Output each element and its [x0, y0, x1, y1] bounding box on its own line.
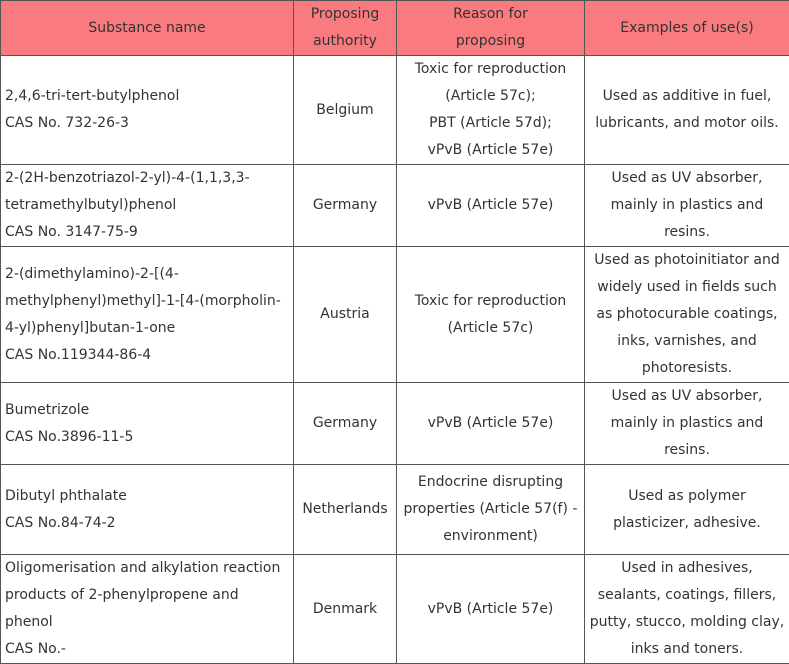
cell-line: Dibutyl phthalate	[5, 483, 291, 510]
cell-line: 2-(dimethylamino)-2-[(4-	[5, 261, 291, 288]
cell-line: Used as UV absorber,	[587, 165, 787, 192]
substance-name-cell	[1, 383, 294, 465]
cell-line: sealants, coatings, fillers,	[587, 582, 787, 609]
cell-line: Bumetrizole	[5, 397, 291, 424]
table-row	[1, 465, 789, 555]
substance-name-cell	[1, 555, 294, 664]
table-header	[1, 1, 789, 56]
cell-line: as photocurable coatings,	[587, 301, 787, 328]
header-row	[1, 1, 789, 56]
cell-line: CAS No.3896-11-5	[5, 424, 291, 451]
cell-line: Oligomerisation and alkylation reaction	[5, 555, 291, 582]
cell-line: mainly in plastics and	[587, 410, 787, 437]
cell-line: plasticizer, adhesive.	[587, 510, 787, 537]
cell-line: CAS No.-	[5, 636, 291, 663]
cell-line: vPvB (Article 57e)	[399, 192, 582, 219]
header-line: Proposing	[298, 1, 392, 28]
header-examples-of-use	[585, 1, 789, 56]
examples-cell	[585, 555, 789, 664]
cell-line: products of 2-phenylpropene and	[5, 582, 291, 609]
header-line: authority	[298, 28, 392, 55]
substance-name-cell	[1, 56, 294, 165]
reason-cell	[397, 465, 585, 555]
authority-cell: Austria	[294, 247, 397, 383]
header-line: proposing	[401, 28, 580, 55]
table-row	[1, 555, 789, 664]
table-row	[1, 56, 789, 165]
header-line: Substance name	[5, 15, 289, 42]
cell-line: methylphenyl)methyl]-1-[4-(morpholin-	[5, 288, 291, 315]
cell-line: lubricants, and motor oils.	[587, 110, 787, 137]
examples-cell	[585, 247, 789, 383]
cell-line: PBT (Article 57d);	[399, 110, 582, 137]
cell-line: Used as UV absorber,	[587, 383, 787, 410]
cell-line: CAS No.84-74-2	[5, 510, 291, 537]
cell-line: mainly in plastics and	[587, 192, 787, 219]
authority-cell: Netherlands	[294, 465, 397, 555]
examples-cell	[585, 56, 789, 165]
cell-line: (Article 57c)	[399, 315, 582, 342]
table-body	[1, 56, 789, 664]
cell-line: Used in adhesives,	[587, 555, 787, 582]
substance-name-cell	[1, 247, 294, 383]
cell-line: 2,4,6-tri-tert-butylphenol	[5, 83, 291, 110]
cell-line: properties (Article 57(f) -	[399, 496, 582, 523]
authority-cell: Belgium	[294, 56, 397, 165]
cell-line: widely used in fields such	[587, 274, 787, 301]
substance-name-cell	[1, 465, 294, 555]
examples-cell	[585, 165, 789, 247]
cell-line: inks, varnishes, and	[587, 328, 787, 355]
cell-line: CAS No. 732-26-3	[5, 110, 291, 137]
cell-line: phenol	[5, 609, 291, 636]
cell-line: Used as additive in fuel,	[587, 83, 787, 110]
cell-line: CAS No. 3147-75-9	[5, 219, 291, 246]
cell-line: tetramethylbutyl)phenol	[5, 192, 291, 219]
cell-line: environment)	[399, 523, 582, 550]
reason-cell	[397, 56, 585, 165]
cell-line: CAS No.119344-86-4	[5, 342, 291, 369]
cell-line: Used as photoinitiator and	[587, 247, 787, 274]
header-proposing-authority	[294, 1, 397, 56]
cell-line: 2-(2H-benzotriazol-2-yl)-4-(1,1,3,3-	[5, 165, 291, 192]
header-reason-for-proposing	[397, 1, 585, 56]
cell-line: 4-yl)phenyl]butan-1-one	[5, 315, 291, 342]
cell-line: resins.	[587, 437, 787, 464]
header-substance-name	[1, 1, 294, 56]
cell-line: putty, stucco, molding clay,	[587, 609, 787, 636]
substance-name-cell	[1, 165, 294, 247]
reason-cell	[397, 165, 585, 247]
cell-line: vPvB (Article 57e)	[399, 137, 582, 164]
authority-cell: Germany	[294, 165, 397, 247]
header-line: Examples of use(s)	[589, 15, 785, 42]
header-line: Reason for	[401, 1, 580, 28]
examples-cell	[585, 383, 789, 465]
cell-line: (Article 57c);	[399, 83, 582, 110]
table-row	[1, 383, 789, 465]
cell-line: Used as polymer	[587, 483, 787, 510]
cell-line: inks and toners.	[587, 636, 787, 663]
cell-line: Endocrine disrupting	[399, 469, 582, 496]
authority-cell: Denmark	[294, 555, 397, 664]
cell-line: vPvB (Article 57e)	[399, 410, 582, 437]
examples-cell	[585, 465, 789, 555]
cell-line: resins.	[587, 219, 787, 246]
authority-cell: Germany	[294, 383, 397, 465]
table-row	[1, 165, 789, 247]
cell-line: photoresists.	[587, 355, 787, 382]
reason-cell	[397, 555, 585, 664]
cell-line: Toxic for reproduction	[399, 56, 582, 83]
reason-cell	[397, 383, 585, 465]
cell-line: vPvB (Article 57e)	[399, 596, 582, 623]
cell-line: Toxic for reproduction	[399, 288, 582, 315]
table-row	[1, 247, 789, 383]
reason-cell	[397, 247, 585, 383]
